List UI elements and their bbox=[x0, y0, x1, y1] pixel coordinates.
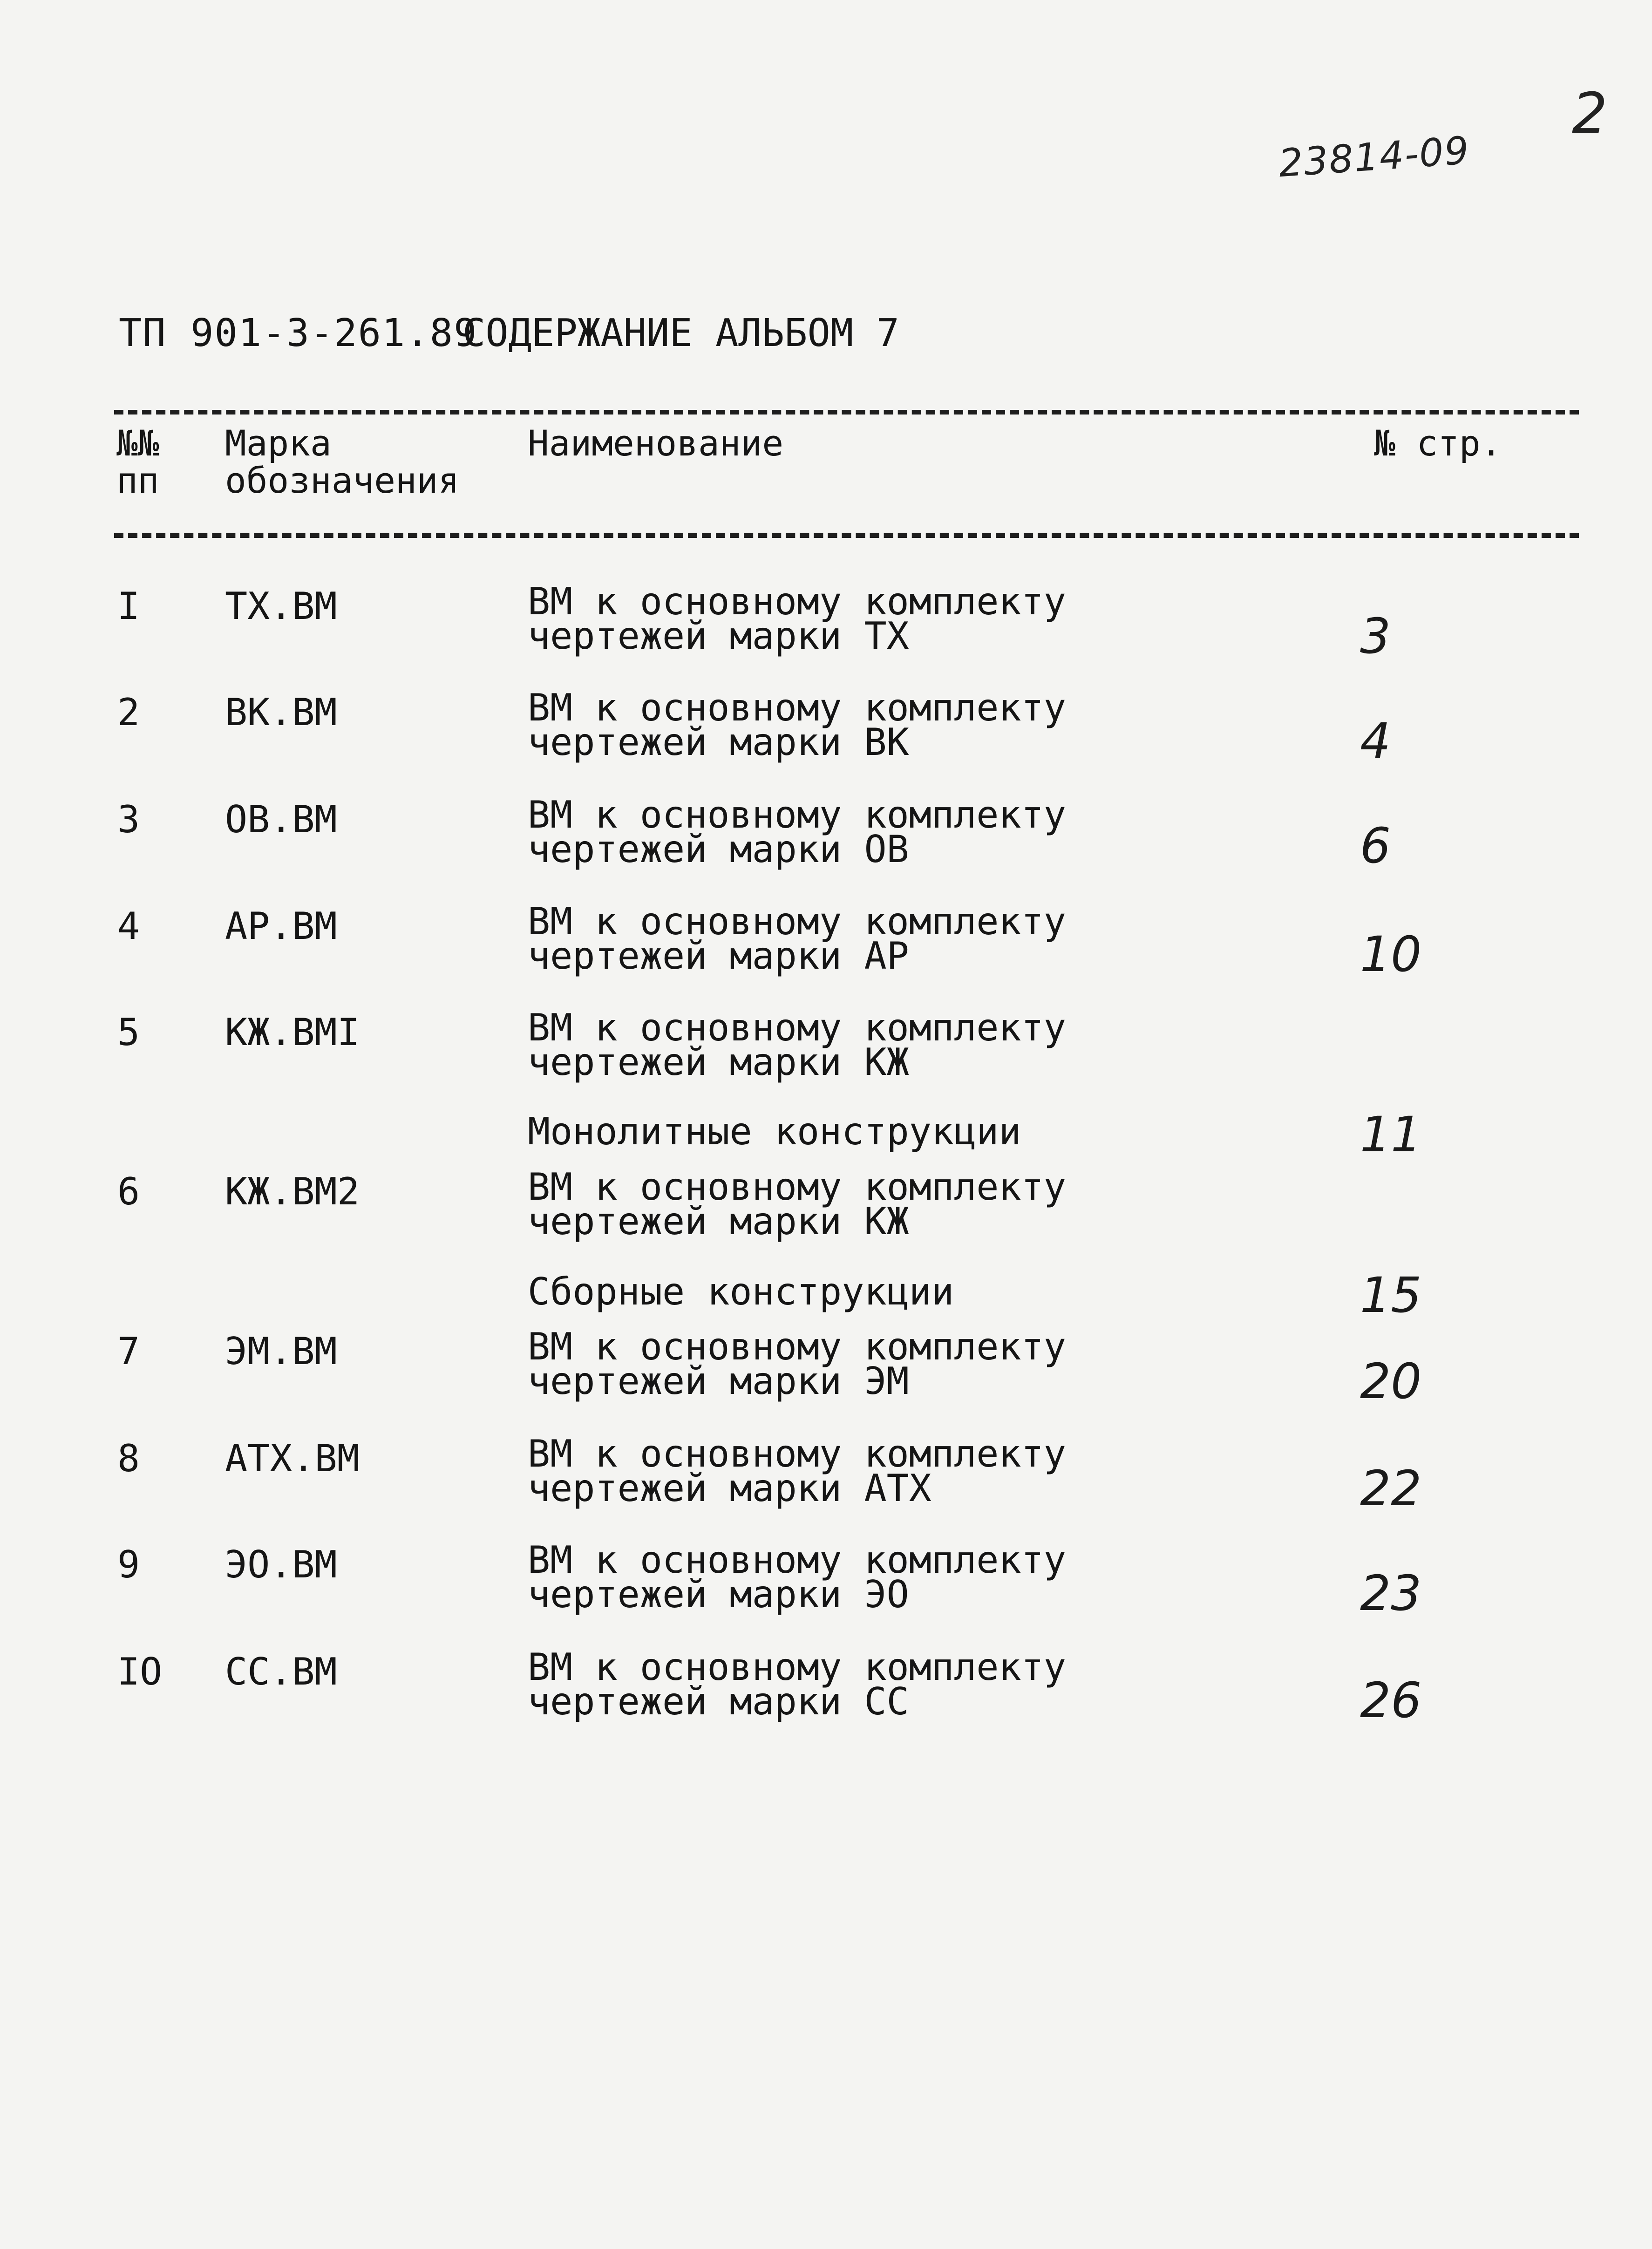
row-num: 5 bbox=[117, 1011, 140, 1054]
row-page: 6 bbox=[1360, 817, 1391, 874]
row-num: 2 bbox=[117, 691, 140, 734]
page-number-handwritten: 2 bbox=[1572, 82, 1608, 146]
row-mark: ЭМ.ВМ bbox=[225, 1330, 337, 1373]
row-num: I bbox=[117, 584, 140, 628]
row-num: 6 bbox=[117, 1170, 140, 1213]
row-name: ВМ к основному комплекту чертежей марки ЭО bbox=[528, 1538, 1066, 1616]
inventory-number-handwritten: 23814-09 bbox=[1277, 128, 1471, 186]
row-name: ВМ к основному комплекту чертежей марки КЖ bbox=[528, 1006, 1066, 1084]
row-mark: КЖ.ВМI bbox=[225, 1011, 360, 1054]
row-page: 20 bbox=[1360, 1353, 1422, 1410]
row-page: 4 bbox=[1360, 713, 1391, 769]
row-name: ВМ к основному комплекту чертежей марки ВК bbox=[528, 686, 1066, 764]
row-num: 8 bbox=[117, 1437, 140, 1480]
row-page: 11 bbox=[1360, 1106, 1422, 1163]
row-page: 3 bbox=[1360, 608, 1391, 665]
row-mark: ЭО.ВМ bbox=[225, 1543, 337, 1586]
row-name: Монолитные конструкции bbox=[528, 1110, 1021, 1153]
row-name: ВМ к основному комплекту чертежей марки ОВ bbox=[528, 793, 1066, 871]
row-num: IО bbox=[117, 1650, 163, 1693]
row-name: ВМ к основному комплекту чертежей марки ЭМ bbox=[528, 1325, 1066, 1403]
row-name: ВМ к основному комплекту чертежей марки АР bbox=[528, 900, 1066, 978]
row-name: ВМ к основному комплекту чертежей марки СС bbox=[528, 1645, 1066, 1723]
column-header-page: № стр. bbox=[1374, 422, 1502, 464]
row-page: 10 bbox=[1360, 926, 1422, 983]
row-name: ВМ к основному комплекту чертежей марки КЖ bbox=[528, 1165, 1066, 1243]
column-header-mark: Марка обозначения bbox=[225, 422, 460, 501]
document-title: СОДЕРЖАНИЕ АЛЬБОМ 7 bbox=[462, 311, 899, 355]
table-header-rule bbox=[114, 533, 1579, 538]
row-page: 26 bbox=[1360, 1672, 1422, 1729]
column-header-name: Наименование bbox=[528, 422, 784, 464]
row-mark: АТХ.ВМ bbox=[225, 1437, 360, 1480]
row-mark: СС.ВМ bbox=[225, 1650, 337, 1693]
row-num: 9 bbox=[117, 1543, 140, 1586]
row-mark: ОВ.ВМ bbox=[225, 798, 337, 841]
row-num: 3 bbox=[117, 798, 140, 841]
row-name: ВМ к основному комплекту чертежей марки ТХ bbox=[528, 580, 1066, 658]
column-header-num: №№ пп bbox=[116, 422, 159, 501]
row-mark: ВК.ВМ bbox=[225, 691, 337, 734]
row-mark: КЖ.ВМ2 bbox=[225, 1170, 360, 1213]
row-mark: АР.ВМ bbox=[225, 904, 337, 948]
row-num: 7 bbox=[117, 1330, 140, 1373]
row-page: 23 bbox=[1360, 1565, 1422, 1622]
row-page: 15 bbox=[1360, 1267, 1422, 1324]
document-code: ТП 901-3-261.89 bbox=[119, 311, 478, 355]
row-mark: ТХ.ВМ bbox=[225, 584, 337, 628]
row-num: 4 bbox=[117, 904, 140, 948]
row-name: ВМ к основному комплекту чертежей марки АТХ bbox=[528, 1432, 1066, 1510]
row-page: 22 bbox=[1360, 1460, 1422, 1517]
table-top-rule bbox=[114, 410, 1579, 414]
row-name: Сборные конструкции bbox=[528, 1270, 954, 1313]
